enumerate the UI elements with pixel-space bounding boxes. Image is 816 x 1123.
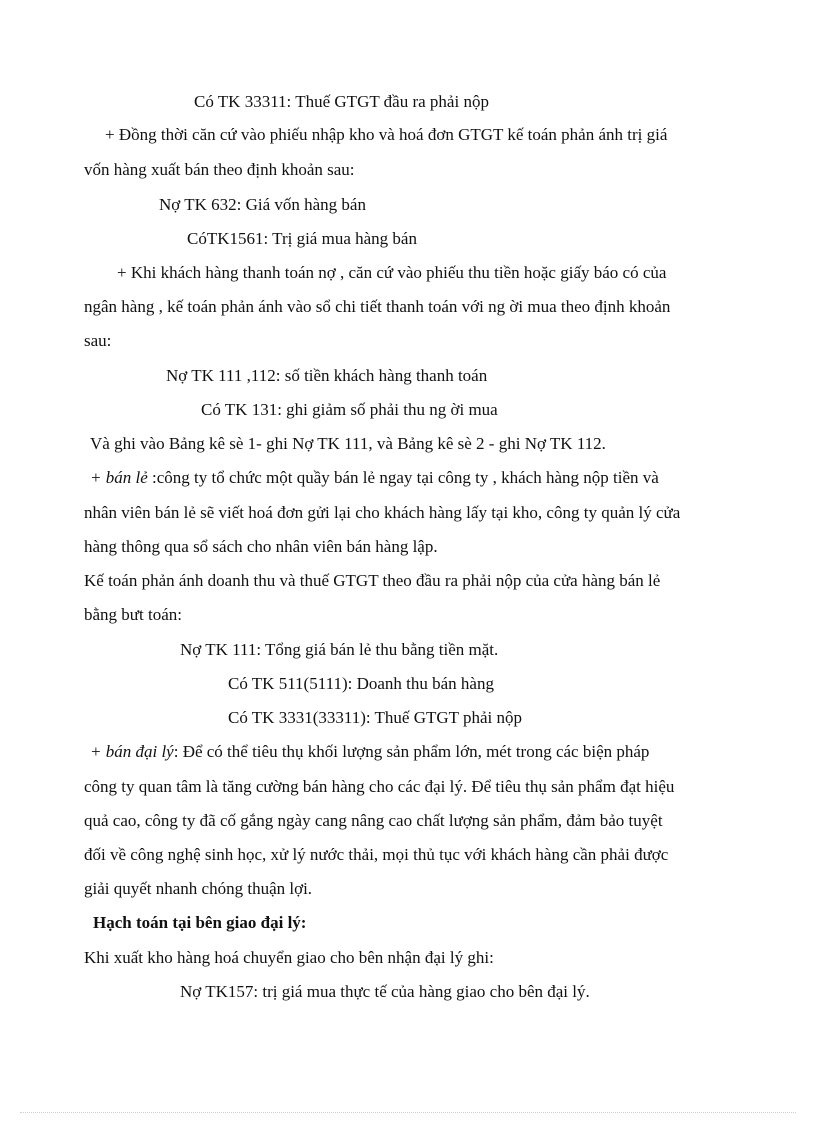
paragraph-line: đối về công nghệ sinh học, xử lý nước thải, mọi thủ tục với khách hàng cần phải được: [84, 845, 669, 864]
entry-credit-511: Có TK 511(5111): Doanh thu bán hàng: [228, 674, 494, 693]
paragraph-line: công ty quan tâm là tăng cường bán hàng cho các đại lý. Để tiêu thụ sản phẩm đạt hiệu: [84, 777, 675, 796]
paragraph-line: vốn hàng xuất bán theo định khoản sau:: [84, 160, 355, 179]
paragraph-line: bằng bưt toán:: [84, 605, 182, 624]
paragraph-line: Và ghi vào Bảng kê sè 1- ghi Nợ TK 111, và Bảng kê sè 2 - ghi Nợ TK 112.: [90, 434, 606, 453]
entry-debit-632: Nợ TK 632: Giá vốn hàng bán: [159, 195, 366, 214]
agent-text: : Để có thể tiêu thụ khối lượng sản phẩm lớn, mét trong các biện pháp: [173, 742, 650, 761]
paragraph-line: sau:: [84, 331, 112, 350]
page-bottom-divider: [20, 1112, 796, 1113]
paragraph-line: + Khi khách hàng thanh toán nợ , căn cứ vào phiếu thu tiền hoặc giấy báo có của: [117, 263, 667, 282]
entry-credit-33311: Có TK 33311: Thuế GTGT đầu ra phải nộp: [194, 92, 489, 111]
agent-term: + bán đại lý: [90, 742, 174, 761]
entry-debit-111: Nợ TK 111: Tổng giá bán lẻ thu bằng tiền mặt.: [180, 640, 499, 659]
entry-credit-3331: Có TK 3331(33311): Thuế GTGT phải nộp: [228, 708, 523, 727]
paragraph-line-agent: [90, 742, 649, 762]
paragraph-line: ngân hàng , kế toán phản ánh vào sổ chi tiết thanh toán với ng ời mua theo định khoản: [84, 297, 671, 316]
entry-debit-111-112: Nợ TK 111 ,112: số tiền khách hàng thanh toán: [166, 366, 488, 385]
entry-debit-157: Nợ TK157: trị giá mua thực tế của hàng giao cho bên đại lý.: [180, 982, 590, 1001]
paragraph-line: Khi xuất kho hàng hoá chuyển giao cho bên nhận đại lý ghi:: [84, 948, 494, 967]
retail-term: + bán lẻ: [90, 468, 148, 487]
paragraph-line-retail: [90, 468, 659, 488]
section-heading: Hạch toán tại bên giao đại lý:: [93, 913, 307, 932]
entry-credit-131: Có TK 131: ghi giảm số phải thu ng ời mua: [201, 400, 498, 419]
paragraph-line: nhân viên bán lẻ sẽ viết hoá đơn gửi lại cho khách hàng lấy tại kho, công ty quản lý cửa: [84, 503, 681, 522]
paragraph-line: + Đồng thời căn cứ vào phiếu nhập kho và hoá đơn GTGT kế toán phản ánh trị giá: [105, 125, 668, 144]
paragraph-line: quả cao, công ty đã cố gắng ngày cang nâng cao chất lượng sản phẩm, đảm bảo tuyệt: [84, 811, 663, 830]
paragraph-line: Kế toán phản ánh doanh thu và thuế GTGT theo đầu ra phải nộp của cửa hàng bán lẻ: [84, 571, 661, 590]
paragraph-line: giải quyết nhanh chóng thuận lợi.: [84, 879, 313, 898]
retail-text: :công ty tổ chức một quầy bán lẻ ngay tại công ty , khách hàng nộp tiền và: [147, 468, 659, 487]
entry-credit-1561: CóTK1561: Trị giá mua hàng bán: [187, 229, 417, 248]
paragraph-line: hàng thông qua sổ sách cho nhân viên bán hàng lập.: [84, 537, 438, 556]
